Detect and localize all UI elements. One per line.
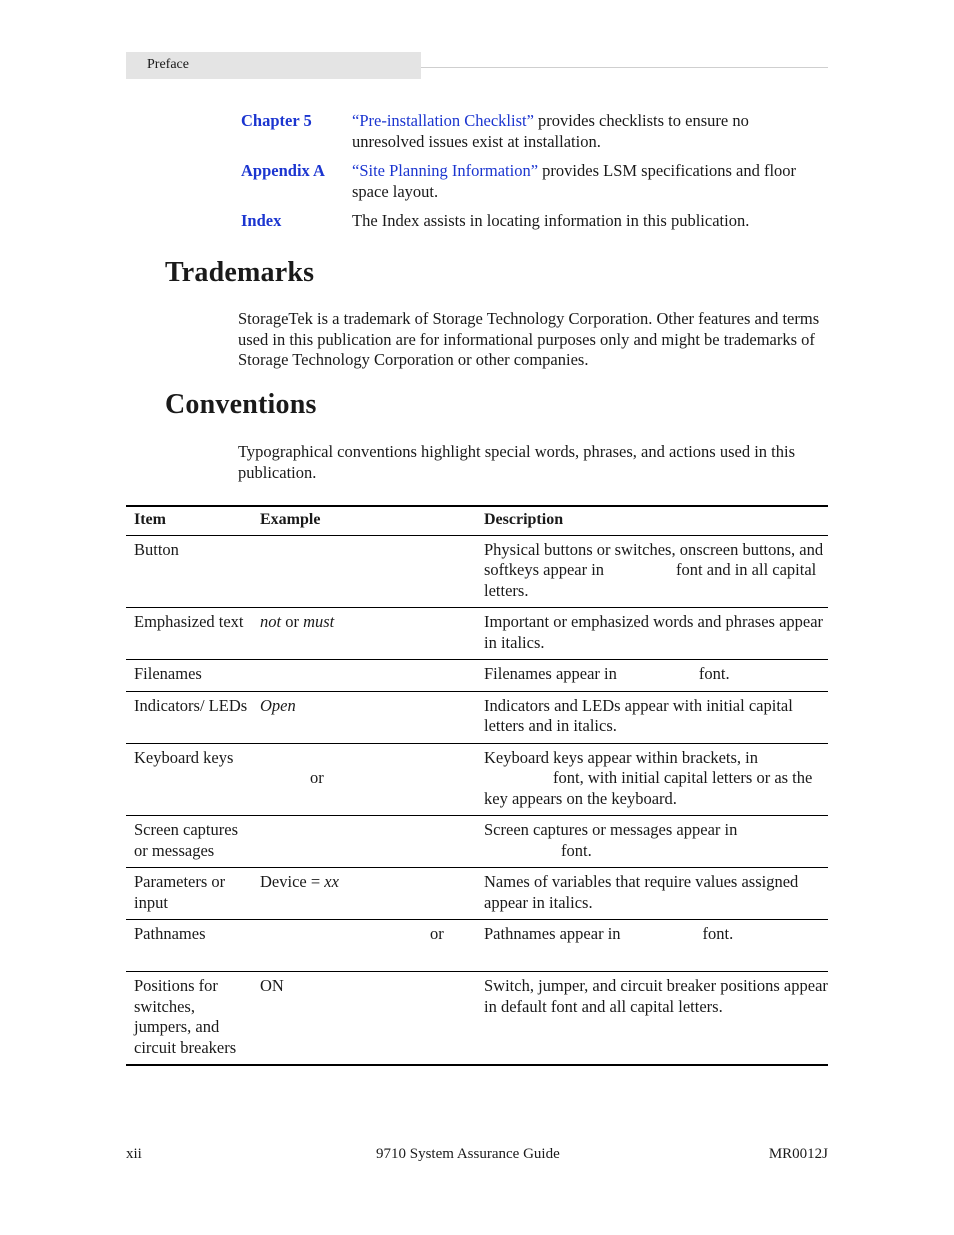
conventions-intro: Typographical conventions highlight special words, phrases, and actions used in this publication. [238, 442, 795, 482]
cell-description: Switch, jumper, and circuit breaker positions appear in default font and all capital letters. [476, 972, 828, 1066]
example-italic: Open [260, 695, 296, 715]
cell-description: Indicators and LEDs appear with initial capital letters and in italics. [476, 691, 828, 743]
example-or: or [310, 768, 324, 787]
desc-text: Pathnames appear in [484, 924, 621, 943]
example-italic: not [260, 612, 282, 631]
desc-text: font. [702, 924, 734, 943]
column-header-example: Example [252, 506, 476, 535]
toc-entry-description [352, 160, 822, 202]
table-row [126, 535, 828, 608]
table-row [126, 743, 828, 816]
desc-text: font and in all capital letters. [484, 560, 817, 600]
cell-example [252, 691, 476, 743]
toc-entry-label[interactable]: Index [241, 211, 282, 230]
cell-example [252, 920, 476, 972]
toc-entry-link[interactable]: “Site Planning Information” [352, 161, 539, 180]
table-row [126, 868, 828, 920]
toc-entry-label[interactable]: Appendix A [241, 161, 325, 180]
desc-text: Keyboard keys appear within brackets, in [484, 747, 758, 767]
cell-description: Important or emphasized words and phrases appear in italics. [476, 608, 828, 660]
example-italic: xx [324, 872, 339, 891]
table-header-row [126, 506, 828, 535]
header-section-label: Preface [147, 57, 189, 72]
cell-example [252, 868, 476, 920]
desc-text: Screen captures or messages appear in [484, 820, 738, 839]
cell-description [476, 920, 828, 972]
footer-document-id: MR0012J [768, 1146, 828, 1162]
cell-example: ON [252, 972, 476, 1066]
table-row [126, 691, 828, 743]
cell-example [252, 535, 476, 608]
cell-item: Button [126, 535, 252, 608]
cell-description [476, 816, 828, 868]
header-rule [421, 67, 828, 68]
toc-entry-text: The Index assists in locating information in this publication. [352, 211, 750, 230]
toc-entry-description [352, 210, 822, 231]
toc-entry-label[interactable]: Chapter 5 [241, 111, 312, 130]
cell-example [252, 608, 476, 660]
toc-entry-text: provides LSM specifications and floor space layout. [352, 161, 797, 201]
toc-entry-description [352, 110, 822, 152]
column-header-description: Description [476, 506, 828, 535]
desc-text: Filenames appear in [484, 664, 617, 683]
table-row [126, 920, 828, 972]
desc-text: font. [698, 664, 730, 683]
conventions-table [126, 505, 828, 1066]
trademarks-body: StorageTek is a trademark of Storage Technology Corporation. Other features and terms used in this publication are for informational purposes only and might be trademarks of Storage Technology Corporation or other companies. [238, 309, 820, 369]
cell-example [252, 816, 476, 868]
column-header-item: Item [126, 506, 252, 535]
desc-text: font. [561, 840, 592, 860]
cell-description [476, 743, 828, 816]
table-row [126, 660, 828, 692]
toc-entry-link[interactable]: “Pre-installation Checklist” [352, 111, 534, 130]
desc-text: font, with initial capital letters or as the key appears on the keyboard. [484, 768, 813, 808]
cell-item: Indicators/ LEDs [126, 691, 252, 743]
desc-text: Physical buttons or switches, onscreen buttons, and softkeys appear in [484, 539, 824, 579]
cell-description: Names of variables that require values assigned appear in italics. [476, 868, 828, 920]
table-row [126, 972, 828, 1066]
cell-description [476, 535, 828, 608]
example-italic: must [303, 612, 335, 631]
table-row [126, 816, 828, 868]
table-row [126, 608, 828, 660]
cell-example [252, 743, 476, 816]
cell-description [476, 660, 828, 692]
cell-item: Pathnames [126, 920, 252, 972]
cell-item: Positions for switches, jumpers, and circuit breakers [126, 972, 252, 1066]
header-section-tab [126, 52, 421, 79]
conventions-heading: Conventions [165, 389, 317, 420]
cell-item: Emphasized text [126, 608, 252, 660]
cell-item: Filenames [126, 660, 252, 692]
cell-item: Screen captures or messages [126, 816, 252, 868]
trademarks-heading: Trademarks [165, 257, 315, 288]
footer-document-title: 9710 System Assurance Guide [376, 1146, 560, 1162]
cell-example [252, 660, 476, 692]
footer-page-number: xii [126, 1146, 142, 1162]
example-or: or [430, 924, 444, 943]
example-or: or [281, 612, 304, 631]
cell-item: Parameters or input [126, 868, 252, 920]
cell-item: Keyboard keys [126, 743, 252, 816]
toc-entry-text: provides checklists to ensure no unresolved issues exist at installation. [352, 111, 749, 151]
example-plain: Device = [260, 872, 325, 891]
